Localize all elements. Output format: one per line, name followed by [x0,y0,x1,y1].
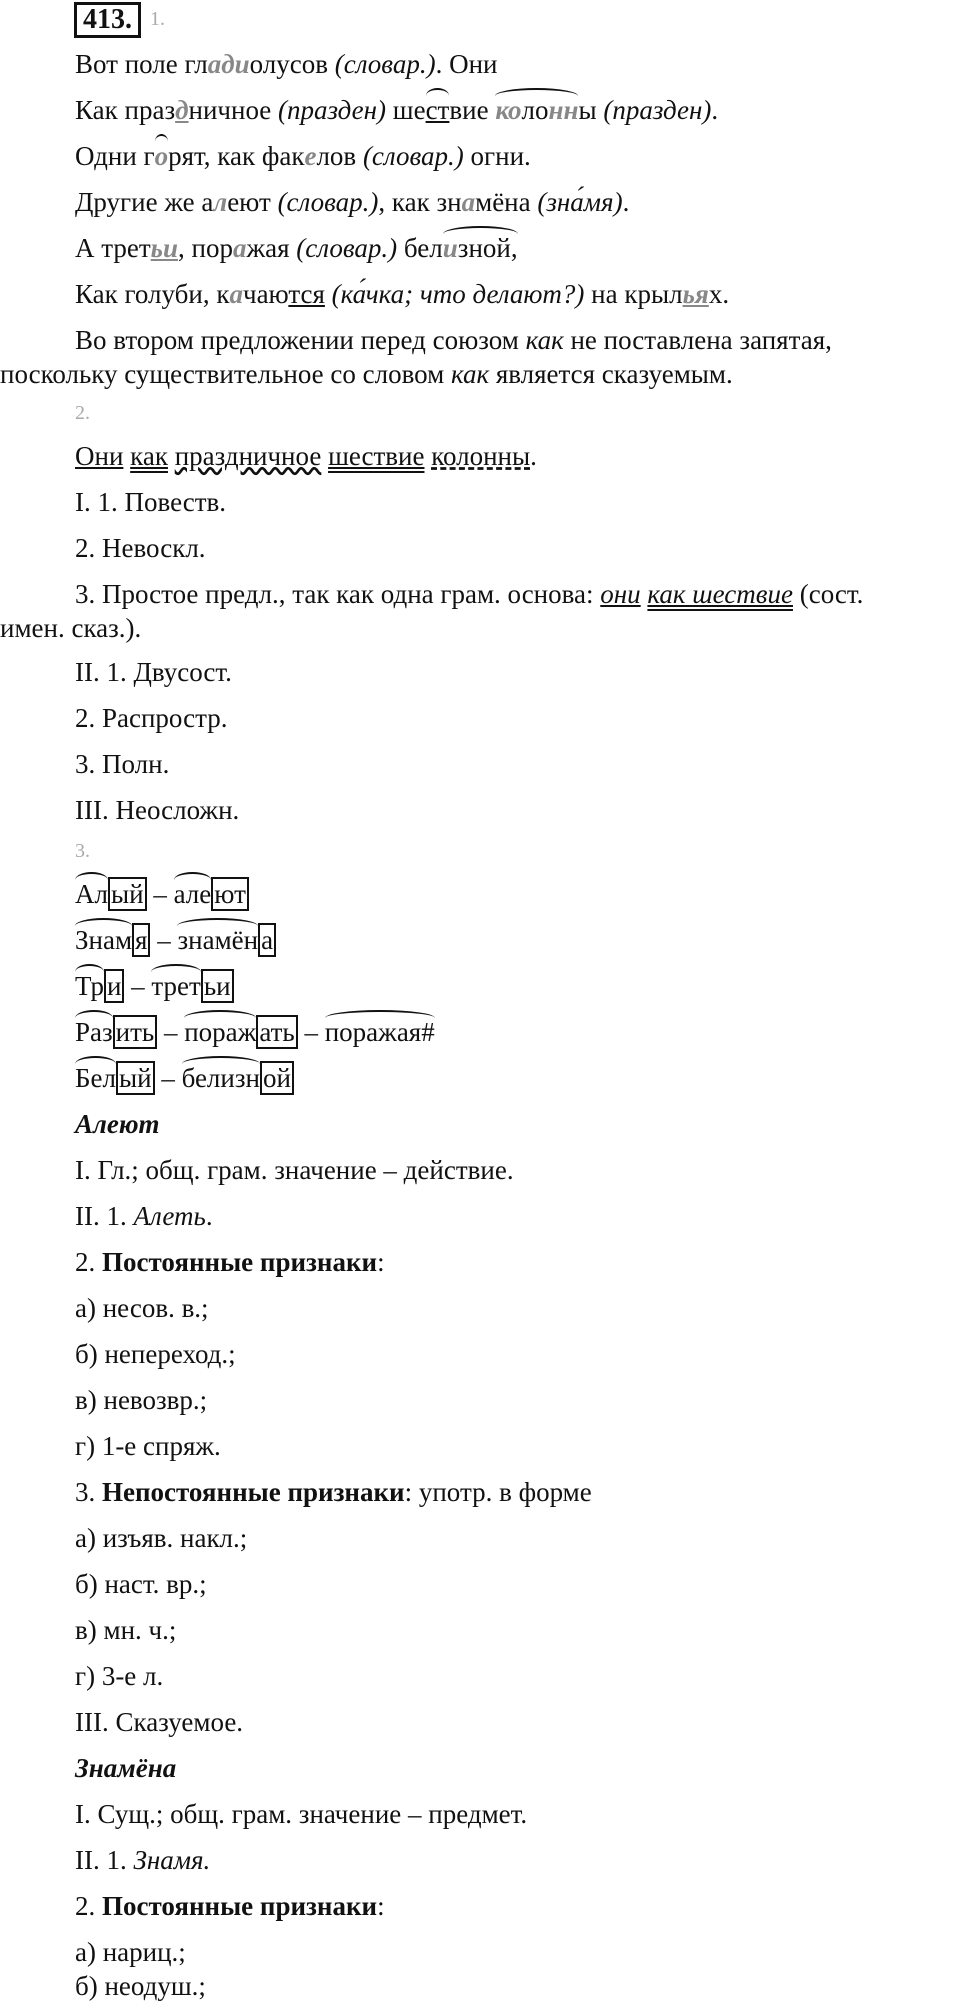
znamena-a: а) нариц.; [75,1937,186,1967]
znamena-i: I. Сущ.; общ. грам. значение – предмет. [75,1799,528,1829]
paragraph-line-2: поскольку существительное со словом как является сказуемым. [0,359,733,389]
analysis-ii3: 3. Полн. [75,749,170,779]
analysis-ii1: II. 1. Двусост. [75,657,232,687]
aleyut-ii3: 3. Непостоянные признаки: употр. в форме [75,1477,592,1507]
analyzed-sentence: Они как праздничное шествие колонны. [75,441,537,471]
aleyut-b: б) непереход.; [75,1339,236,1369]
analysis-ii2: 2. Распростр. [75,703,228,733]
znamena-ii1: II. 1. Знамя. [75,1845,211,1875]
aleyut-ii1: II. 1. Алеть. [75,1201,213,1231]
analysis-i3-cont: имен. сказ.). [0,613,142,643]
analysis-i3: 3. Простое предл., так как одна грам. основа: они как шествие (сост. [75,579,864,609]
analysis-i1: I. 1. Повеств. [75,487,227,517]
aleyut-iii: III. Сказуемое. [75,1707,244,1737]
znamena-title: Знамёна [75,1753,177,1783]
analysis-iii: III. Неосложн. [75,795,240,825]
aleyut-v2: в) мн. ч.; [75,1615,177,1645]
morph-row-3: Тр и – трет ьи [75,970,234,1002]
analysis-i2: 2. Невоскл. [75,533,206,563]
morph-row-2: Знам я – знамён а [75,924,276,956]
aleyut-g: г) 1-е спряж. [75,1431,221,1461]
morph-row-1: Ал ый – але ют [75,878,249,910]
poem-line-4: Другие же алеют (словар.), как знамёна (зна́мя). [75,187,630,217]
section-3-label: 3. [75,840,90,862]
aleyut-ii2: 2. Постоянные признаки: [75,1247,385,1277]
poem-line-3: Одни горят, как факелов (словар.) огни. [75,141,531,171]
aleyut-i: I. Гл.; общ. грам. значение – действие. [75,1155,514,1185]
aleyut-title: Алеют [75,1109,160,1139]
poem-line-5: А третьи, поражая (словар.) белизной, [75,233,518,263]
znamena-ii2: 2. Постоянные признаки: [75,1891,385,1921]
aleyut-g2: г) 3-е л. [75,1661,164,1691]
aleyut-b2: б) наст. вр.; [75,1569,207,1599]
section-2-label: 2. [75,402,90,424]
znamena-b: б) неодуш.; [75,1971,206,2001]
morph-row-4: Раз ить – пораж ать – поражая# [75,1017,435,1047]
paragraph-line-1: Во втором предложении перед союзом как не поставлена запятая, [75,325,832,355]
exercise-number: 413. [74,2,141,38]
section-1-label: 1. [150,8,165,30]
poem-line-6: Как голуби, качаются (ка́чка; что делают?) на крыльях. [75,279,730,309]
poem-line-2: Как праздничное (празден) шествие колонны (празден). [75,95,719,125]
poem-line-1: Вот поле гладиолусов (словар.). Они [75,49,498,79]
morph-row-5: Бел ый – белизн ой [75,1062,294,1094]
aleyut-a2: а) изъяв. накл.; [75,1523,248,1553]
aleyut-v: в) невозвр.; [75,1385,208,1415]
aleyut-a: а) несов. в.; [75,1293,209,1323]
